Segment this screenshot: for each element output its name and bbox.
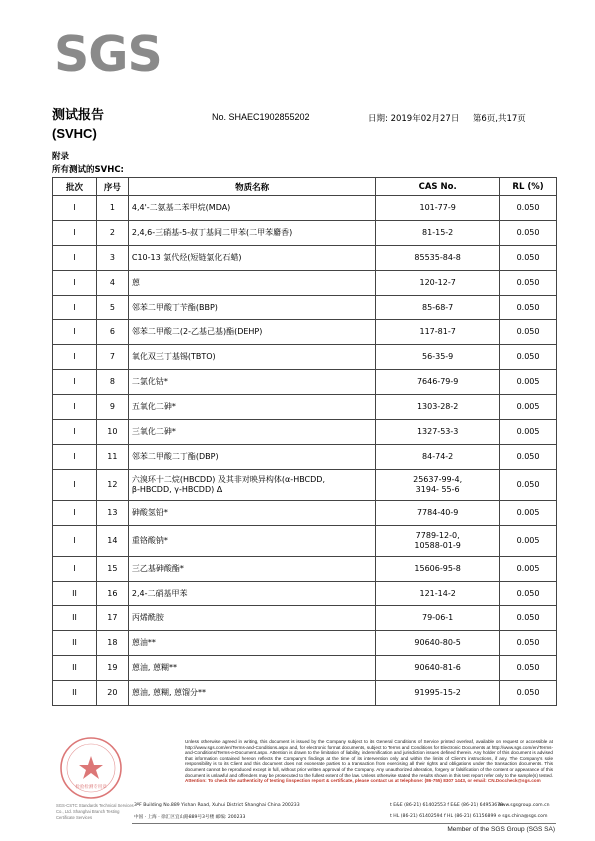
cell-substance bbox=[128, 320, 375, 345]
cell-cas bbox=[376, 395, 500, 420]
cell-rl bbox=[500, 556, 557, 581]
cell-no bbox=[96, 420, 128, 445]
sgs-logo-graphic bbox=[54, 30, 164, 76]
cell-substance-text: 五氧化二砷* bbox=[131, 402, 176, 412]
cell-cas bbox=[376, 295, 500, 320]
cell-rl-text: 0.005 bbox=[516, 426, 540, 436]
cell-no bbox=[96, 395, 128, 420]
cell-substance-text: C10-13 氯代烃(短链氯化石蜡) bbox=[131, 252, 242, 262]
cell-no-text: 10 bbox=[107, 426, 118, 436]
cell-rl bbox=[500, 656, 557, 681]
cell-cas bbox=[376, 606, 500, 631]
cell-rl-text: 0.005 bbox=[516, 563, 540, 573]
cell-cas bbox=[376, 196, 500, 221]
cell-no-text: 6 bbox=[109, 327, 115, 337]
table-row bbox=[53, 345, 557, 370]
cell-batch-text: I bbox=[73, 302, 76, 312]
table-row bbox=[53, 500, 557, 525]
table-row bbox=[53, 420, 557, 445]
header-cas: CAS No. bbox=[376, 178, 500, 196]
cell-batch-text: I bbox=[73, 507, 76, 517]
cell-cas bbox=[376, 581, 500, 606]
table-row bbox=[53, 320, 557, 345]
cell-no-text: 14 bbox=[107, 535, 118, 545]
cell-cas-text: 84-74-2 bbox=[422, 451, 454, 461]
cell-no-text: 20 bbox=[107, 688, 118, 698]
table-row bbox=[53, 469, 557, 500]
cell-batch bbox=[53, 196, 97, 221]
cell-cas-text: 56-35-9 bbox=[422, 352, 454, 362]
cell-substance-text: 邻苯二甲酸丁苄酯(BBP) bbox=[131, 302, 218, 312]
cell-no bbox=[96, 370, 128, 395]
cell-no-text: 4 bbox=[109, 277, 115, 287]
table-row bbox=[53, 370, 557, 395]
address-en: 3ºF Building No.889 Yishan Road, Xuhui District Shanghai China 200233 bbox=[134, 803, 300, 808]
cell-rl-text: 0.005 bbox=[516, 535, 540, 545]
table-row bbox=[53, 220, 557, 245]
cell-no bbox=[96, 196, 128, 221]
cell-no-text: 16 bbox=[107, 588, 118, 598]
telephone-ee: t E&E (86-21) 61402553 f E&E (86-21) 64953679 bbox=[390, 803, 504, 808]
cell-cas bbox=[376, 656, 500, 681]
cell-no bbox=[96, 345, 128, 370]
cell-rl-text: 0.005 bbox=[516, 507, 540, 517]
cell-batch bbox=[53, 631, 97, 656]
cell-no bbox=[96, 320, 128, 345]
cell-substance-text: 蒽 bbox=[131, 277, 140, 287]
cell-batch-text: II bbox=[72, 638, 77, 648]
report-title-zh: 测试报告 bbox=[52, 108, 105, 123]
table-row bbox=[53, 295, 557, 320]
table-header-row bbox=[53, 178, 557, 196]
cell-rl bbox=[500, 420, 557, 445]
cell-batch bbox=[53, 270, 97, 295]
table-body bbox=[53, 196, 557, 706]
cell-rl bbox=[500, 444, 557, 469]
cell-rl bbox=[500, 320, 557, 345]
cell-cas-text: 85535-84-8 bbox=[414, 252, 461, 262]
cell-cas bbox=[376, 420, 500, 445]
cell-cas bbox=[376, 320, 500, 345]
cell-rl bbox=[500, 525, 557, 556]
header-batch: 批次 bbox=[53, 178, 97, 196]
cell-substance-text: 丙烯酰胺 bbox=[131, 613, 164, 623]
telephone-hl: t HL (86-21) 61402594 f HL (86-21) 61156899 bbox=[390, 814, 497, 819]
cell-cas-text: 81-15-2 bbox=[422, 227, 454, 237]
cell-substance bbox=[128, 556, 375, 581]
cell-substance bbox=[128, 656, 375, 681]
cell-batch bbox=[53, 220, 97, 245]
cell-rl bbox=[500, 606, 557, 631]
cell-batch-text: II bbox=[72, 588, 77, 598]
report-title-en: (SVHC) bbox=[52, 126, 97, 141]
table-row bbox=[53, 444, 557, 469]
cell-batch-text: II bbox=[72, 613, 77, 623]
cell-substance-text: 邻苯二甲酸二丁酯(DBP) bbox=[131, 451, 219, 461]
cell-no bbox=[96, 606, 128, 631]
cell-rl-text: 0.050 bbox=[516, 352, 540, 362]
cell-rl bbox=[500, 631, 557, 656]
header-substance: 物质名称 bbox=[128, 178, 375, 196]
table-row bbox=[53, 270, 557, 295]
cell-no-text: 18 bbox=[107, 638, 118, 648]
cell-cas-text: 121-14-2 bbox=[419, 588, 456, 598]
cell-cas bbox=[376, 681, 500, 706]
cell-rl-text: 0.050 bbox=[516, 588, 540, 598]
cell-substance-text: 2,4-二硝基甲苯 bbox=[131, 588, 188, 598]
cell-substance-text: 三乙基砷酸酯* bbox=[131, 563, 184, 573]
cell-substance bbox=[128, 581, 375, 606]
cell-rl bbox=[500, 395, 557, 420]
cell-substance-text: 氧化双三丁基锡(TBTO) bbox=[131, 352, 216, 362]
cell-cas-text: 90640-81-6 bbox=[414, 663, 461, 673]
sgs-logo bbox=[54, 30, 164, 81]
cell-no bbox=[96, 581, 128, 606]
cell-no bbox=[96, 631, 128, 656]
cell-no bbox=[96, 220, 128, 245]
cell-substance-text: 三氧化二砷* bbox=[131, 426, 176, 436]
cell-substance bbox=[128, 370, 375, 395]
cell-batch-text: I bbox=[73, 479, 76, 489]
header-rl: RL (%) bbox=[500, 178, 557, 196]
cell-substance-text: 蒽油, 蒽糊** bbox=[131, 663, 177, 673]
report-date: 日期: 2019年02月27日 bbox=[368, 114, 460, 124]
table-row bbox=[53, 525, 557, 556]
cell-batch bbox=[53, 556, 97, 581]
table-row bbox=[53, 245, 557, 270]
table-row bbox=[53, 196, 557, 221]
cell-rl-text: 0.050 bbox=[516, 327, 540, 337]
cell-batch-text: I bbox=[73, 377, 76, 387]
report-date-page bbox=[368, 112, 526, 124]
cell-cas-text: 90640-80-5 bbox=[414, 638, 461, 648]
cell-no bbox=[96, 469, 128, 500]
cell-cas-text: 79-06-1 bbox=[422, 613, 454, 623]
cell-rl-text: 0.050 bbox=[516, 638, 540, 648]
page-number: 第6页,共17页 bbox=[472, 114, 526, 124]
cell-rl bbox=[500, 270, 557, 295]
cell-no bbox=[96, 444, 128, 469]
cell-batch-text: I bbox=[73, 327, 76, 337]
cell-no bbox=[96, 656, 128, 681]
cell-batch-text: I bbox=[73, 277, 76, 287]
table-row bbox=[53, 606, 557, 631]
cell-no-text: 11 bbox=[107, 451, 118, 461]
cell-cas bbox=[376, 444, 500, 469]
cell-cas bbox=[376, 245, 500, 270]
disclaimer-text bbox=[185, 739, 553, 784]
cell-cas bbox=[376, 345, 500, 370]
cell-cas bbox=[376, 525, 500, 556]
cell-no bbox=[96, 245, 128, 270]
cell-cas-text: 85-68-7 bbox=[422, 302, 454, 312]
seal-star-icon bbox=[79, 756, 103, 779]
cell-batch bbox=[53, 295, 97, 320]
cell-no-text: 12 bbox=[107, 479, 118, 489]
cell-substance bbox=[128, 345, 375, 370]
cell-substance-text: 蒽油, 蒽糊, 蒽馏分** bbox=[131, 688, 207, 698]
cell-cas-text: 1303-28-2 bbox=[416, 402, 459, 412]
cell-substance bbox=[128, 606, 375, 631]
cell-substance bbox=[128, 500, 375, 525]
table-row bbox=[53, 556, 557, 581]
cell-batch-text: I bbox=[73, 202, 76, 212]
cell-substance-text: 六溴环十二烷(HBCDD) 及其非对映异构体(α-HBCDD, bbox=[131, 474, 326, 484]
cell-rl-text: 0.050 bbox=[516, 302, 540, 312]
cell-batch-text: I bbox=[73, 426, 76, 436]
cell-batch bbox=[53, 345, 97, 370]
report-number: No. SHAEC1902855202 bbox=[212, 112, 310, 122]
company-name: SGS-CSTC Standards Technical Services Co., Ltd. Shanghai Branch Testing Certificate Services bbox=[56, 803, 134, 820]
cell-batch bbox=[53, 581, 97, 606]
cell-batch bbox=[53, 525, 97, 556]
cell-rl-text: 0.050 bbox=[516, 613, 540, 623]
cell-rl-text: 0.050 bbox=[516, 202, 540, 212]
footer-divider bbox=[132, 823, 556, 824]
cell-rl-text: 0.050 bbox=[516, 277, 540, 287]
cell-rl-text: 0.005 bbox=[516, 402, 540, 412]
table-row bbox=[53, 681, 557, 706]
inspection-seal bbox=[58, 735, 124, 806]
cell-cas bbox=[376, 556, 500, 581]
table-row bbox=[53, 581, 557, 606]
cell-substance bbox=[128, 420, 375, 445]
website-link[interactable]: www.sgsgroup.com.cn bbox=[498, 803, 550, 808]
cell-batch-text: II bbox=[72, 663, 77, 673]
cell-no-text: 3 bbox=[109, 252, 115, 262]
cell-substance bbox=[128, 631, 375, 656]
cell-cas-text: 1327-53-3 bbox=[416, 426, 459, 436]
header-no: 序号 bbox=[96, 178, 128, 196]
cell-no bbox=[96, 295, 128, 320]
cell-batch bbox=[53, 395, 97, 420]
cell-batch bbox=[53, 444, 97, 469]
cell-batch bbox=[53, 469, 97, 500]
cell-batch-text: I bbox=[73, 535, 76, 545]
cell-batch-text: I bbox=[73, 352, 76, 362]
cell-substance bbox=[128, 196, 375, 221]
all-svhc-heading: 所有测试的SVHC: bbox=[52, 165, 124, 175]
cell-substance bbox=[128, 681, 375, 706]
cell-cas-text: 7784-40-9 bbox=[416, 507, 459, 517]
cell-rl-text: 0.050 bbox=[516, 688, 540, 698]
cell-batch bbox=[53, 681, 97, 706]
cell-cas-text-line2: 10588-01-9 bbox=[414, 540, 461, 550]
cell-no bbox=[96, 556, 128, 581]
cell-cas-text: 101-77-9 bbox=[419, 202, 456, 212]
cell-no bbox=[96, 500, 128, 525]
cell-batch-text: I bbox=[73, 402, 76, 412]
table-row bbox=[53, 631, 557, 656]
cell-no-text: 17 bbox=[107, 613, 118, 623]
cell-no bbox=[96, 270, 128, 295]
cell-batch-text: I bbox=[73, 451, 76, 461]
cell-substance-text-line2: β-HBCDD, γ-HBCDD) Δ bbox=[131, 484, 223, 494]
cell-substance bbox=[128, 469, 375, 500]
seal-graphic bbox=[58, 735, 124, 801]
cell-rl-text: 0.050 bbox=[516, 479, 540, 489]
cell-substance-text: 蒽油** bbox=[131, 638, 156, 648]
cell-rl bbox=[500, 245, 557, 270]
cell-cas bbox=[376, 500, 500, 525]
cell-cas-text: 7789-12-0, bbox=[415, 530, 460, 540]
cell-batch bbox=[53, 500, 97, 525]
cell-batch bbox=[53, 320, 97, 345]
cell-rl bbox=[500, 581, 557, 606]
disclaimer-body: Unless otherwise agreed in writing, this document is issued by the Company subject to its General Conditions of Service printed overleaf, available on request or accessible at http://www.sgs.com/en/Terms-and-Conditions.aspx and, for electronic format documents, subject to Terms and Conditions for Electronic Documents at http://www.sgs.com/en/Terms-and-Conditions/Terms-e-Document.aspx. Attention is drawn to the limitation of liability, indemnification and jurisdiction issues defined therein. Any holder of this document is advised that information contained hereon reflects the Company's findings at the time of its intervention only and within the limits of Client's instructions, if any. The Company's sole responsibility is to its Client and this document does not exonerate parties to a transaction from exercising all their rights and obligations under the transaction documents. This document cannot be reproduced except in full, without prior written approval of the Company. Any unauthorized alteration, forgery or falsification of the content or appearance of this document is unlawful and offenders may be prosecuted to the fullest extent of the law. Unless otherwise stated the results shown in this test report refer only to the sample(s) tested. bbox=[185, 739, 553, 778]
cell-batch-text: I bbox=[73, 227, 76, 237]
address-zh: 中国 · 上海 · 徐汇区宜山路889号3号楼 邮编: 200233 bbox=[134, 815, 246, 820]
cell-no-text: 15 bbox=[107, 563, 118, 573]
cell-rl-text: 0.005 bbox=[516, 377, 540, 387]
svhc-table bbox=[52, 177, 557, 706]
cell-rl bbox=[500, 370, 557, 395]
cell-rl-text: 0.050 bbox=[516, 252, 540, 262]
cell-cas bbox=[376, 370, 500, 395]
email-link[interactable]: e sgs.china@sgs.com bbox=[498, 814, 548, 819]
member-statement: Member of the SGS Group (SGS SA) bbox=[447, 826, 555, 833]
cell-batch bbox=[53, 656, 97, 681]
cell-cas-text: 25637-99-4, bbox=[413, 474, 463, 484]
cell-rl-text: 0.050 bbox=[516, 451, 540, 461]
sgs-logo-text: SGS bbox=[54, 30, 162, 76]
cell-no bbox=[96, 525, 128, 556]
cell-batch bbox=[53, 420, 97, 445]
cell-cas-text: 117-81-7 bbox=[419, 327, 456, 337]
cell-batch-text: I bbox=[73, 563, 76, 573]
cell-no bbox=[96, 681, 128, 706]
cell-substance bbox=[128, 245, 375, 270]
cell-cas-text: 91995-15-2 bbox=[414, 688, 461, 698]
cell-cas bbox=[376, 270, 500, 295]
cell-rl bbox=[500, 345, 557, 370]
cell-substance-text: 邻苯二甲酸二(2-乙基己基)酯(DEHP) bbox=[131, 327, 263, 337]
cell-substance bbox=[128, 525, 375, 556]
cell-cas-text: 7646-79-9 bbox=[416, 377, 459, 387]
cell-batch bbox=[53, 245, 97, 270]
cell-batch bbox=[53, 370, 97, 395]
cell-substance bbox=[128, 395, 375, 420]
table-row bbox=[53, 656, 557, 681]
cell-cas bbox=[376, 220, 500, 245]
cell-substance bbox=[128, 220, 375, 245]
cell-cas-text-line2: 3194- 55-6 bbox=[415, 484, 460, 494]
cell-no-text: 2 bbox=[109, 227, 115, 237]
cell-no-text: 19 bbox=[107, 663, 118, 673]
cell-rl bbox=[500, 469, 557, 500]
cell-no-text: 7 bbox=[109, 352, 115, 362]
cell-no-text: 13 bbox=[107, 507, 118, 517]
disclaimer-attention: Attention: To check the authenticity of testing /inspection report & certificate, please contact us at telephone: (86-755) 8307 1443, or email: CN.Doccheck@sgs.com bbox=[185, 778, 541, 784]
table-row bbox=[53, 395, 557, 420]
cell-no-text: 8 bbox=[109, 377, 115, 387]
cell-rl bbox=[500, 220, 557, 245]
appendix-heading: 附录 bbox=[52, 152, 70, 162]
report-title bbox=[52, 108, 104, 142]
cell-batch bbox=[53, 606, 97, 631]
cell-no-text: 1 bbox=[109, 202, 115, 212]
cell-substance bbox=[128, 270, 375, 295]
cell-no-text: 5 bbox=[109, 302, 115, 312]
cell-rl bbox=[500, 196, 557, 221]
cell-substance-text: 二氯化钴* bbox=[131, 377, 168, 387]
cell-batch-text: II bbox=[72, 688, 77, 698]
cell-substance-text: 4,4'-二氨基二苯甲烷(MDA) bbox=[131, 202, 231, 212]
cell-rl-text: 0.050 bbox=[516, 663, 540, 673]
cell-substance bbox=[128, 444, 375, 469]
cell-cas bbox=[376, 631, 500, 656]
cell-substance-text: 2,4,6-三硝基-5-叔丁基间二甲苯(二甲苯麝香) bbox=[131, 227, 293, 237]
cell-cas bbox=[376, 469, 500, 500]
cell-substance-text: 重铬酸钠* bbox=[131, 535, 168, 545]
cell-rl-text: 0.050 bbox=[516, 227, 540, 237]
seal-text: 检验检测专用章 bbox=[75, 785, 107, 790]
cell-rl bbox=[500, 681, 557, 706]
cell-substance-text: 砷酸氢铅* bbox=[131, 507, 168, 517]
cell-cas-text: 120-12-7 bbox=[419, 277, 456, 287]
cell-rl bbox=[500, 295, 557, 320]
cell-cas-text: 15606-95-8 bbox=[414, 563, 461, 573]
cell-rl bbox=[500, 500, 557, 525]
cell-no-text: 9 bbox=[109, 402, 115, 412]
cell-batch-text: I bbox=[73, 252, 76, 262]
cell-substance bbox=[128, 295, 375, 320]
